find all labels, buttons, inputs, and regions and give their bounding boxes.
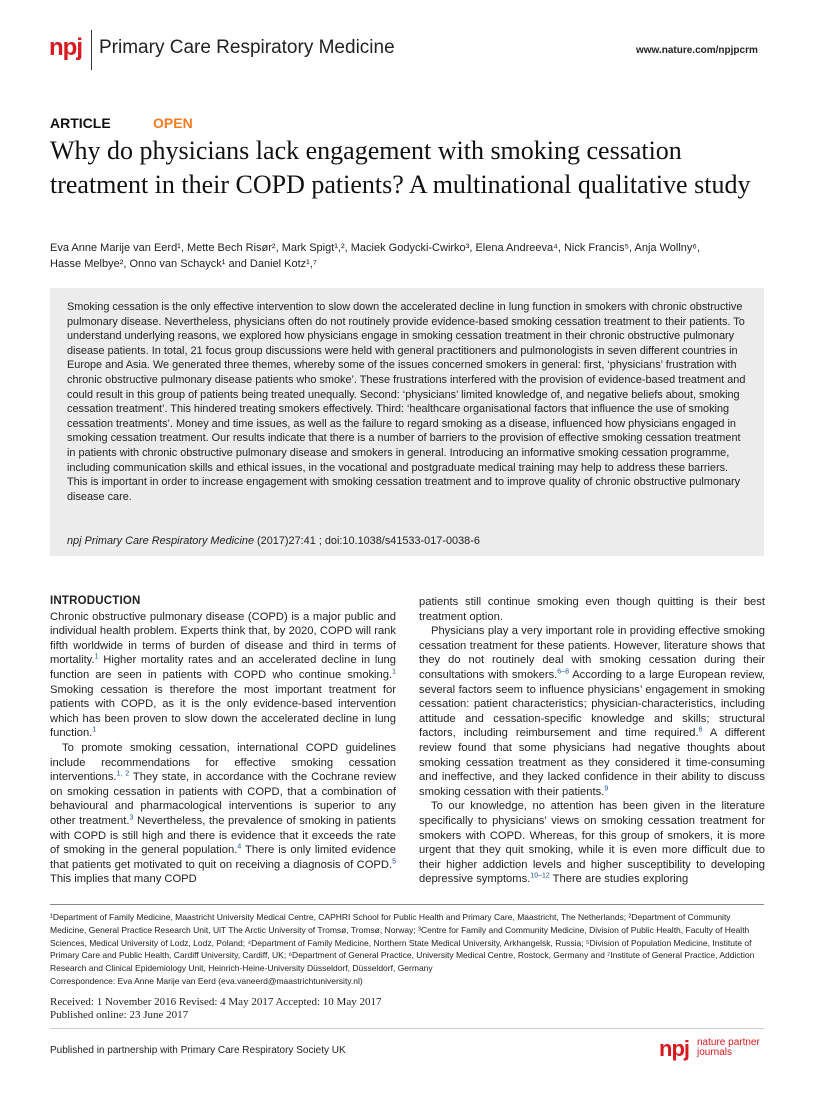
reference-link[interactable]: 6–8 — [557, 668, 569, 676]
authors-line-1: Eva Anne Marije van Eerd¹, Mette Bech Risør², Mark Spigt¹,², Maciek Godycki-Cwirko³, Elena Andreeva⁴, Nick Francis⁵, Anja Wollny⁶, — [50, 242, 700, 254]
received-dates: Received: 1 November 2016 Revised: 4 May 2017 Accepted: 10 May 2017 — [50, 996, 382, 1008]
journal-url-link[interactable]: www.nature.com/npjpcrm — [636, 45, 758, 56]
article-title: Why do physicians lack engagement with smoking cessation treatment in their COPD patients? A multinational qualitative study — [50, 136, 751, 199]
reference-link[interactable]: 5 — [392, 857, 396, 865]
open-access-badge: OPEN — [153, 115, 193, 131]
citation-line — [67, 535, 480, 547]
intro-paragraph-1: Chronic obstructive pulmonary disease (COPD) is a major public and individual health problem. Experts think that, by 2020, COPD will rank fifth worldwide in terms of burden of disease and third in terms of mortality.$^1$ Higher mortality rates and an accelerated decline in lung function are seen in patients with COPD who continue smoking.$^1$ Smoking cessation is therefore the most important treatment for patients with COPD, as it is the only evidence-based intervention which has been proven to slow down the accelerated decline in lung function.$^1$ — [50, 610, 396, 740]
nature-partner-journals-logo: nature partner journals — [697, 1037, 760, 1058]
reference-link[interactable]: 3 — [129, 814, 134, 822]
intro-paragraph-4: To our knowledge, no attention has been given in the literature specifically to physicians’ views on smoking cessation treatment for smokers with COPD. Whereas, for this group of smokers, it is more urgent that they quit smoking, while it is even more difficult due to their higher addiction levels and higher susceptibility to developing depressive symptoms.$^{10-12}$ There are studies exploring — [419, 800, 765, 886]
published-date: Published online: 23 June 2017 — [50, 1009, 189, 1021]
correspondence-line[interactable]: Correspondence: Eva Anne Marije van Eerd (eva.vaneerd@maastrichtuniversity.nl) — [50, 975, 363, 986]
body-column-right — [419, 595, 765, 887]
partnership-note: Published in partnership with Primary Care Respiratory Society UK — [50, 1045, 346, 1056]
affiliations-text: ¹Department of Family Medicine, Maastricht University Medical Centre, CAPHRI School for Public Health and Primary Care, Maastricht, The Netherlands; ²Department of Community Medicine, General Practice Research Unit, UiT The Arctic University of Tromsø, Tromsø, Norway; ³Centre for Family and Community Medicine, Division of Public Health, Faculty of Health Sciences, Medical University of Lodz, Lodz, Poland; ⁴Department of Family Medicine, Northern State Medical University, Arkhangelsk, Russia; ⁵Division of Population Medicine, Institute of Primary Care and Public Health, Cardiff University, Cardiff, UK; ⁶Department of General Practice, University Medical Centre, Rostock, Germany and ⁷Institute of General Practice, Addiction Research and Clinical Epidemiology Unit, Heinrich-Heine-University Düsseldorf, Düsseldorf, Germany — [50, 912, 755, 974]
intro-paragraph-2-continued: patients still continue smoking even though quitting is their best treatment option. — [419, 596, 765, 623]
citation-journal: npj Primary Care Respiratory Medicine — [67, 535, 255, 547]
body-column-left — [50, 594, 396, 887]
citation-doi[interactable]: (2017)27:41 ; doi:10.1038/s41533-017-0038-6 — [254, 535, 480, 547]
article-type-label: ARTICLE — [50, 115, 111, 131]
authors-line-2: Hasse Melbye², Onno van Schayck¹ and Daniel Kotz¹,⁷ — [50, 258, 317, 270]
reference-link[interactable]: 4 — [237, 843, 242, 851]
npj-footer-logo: npj — [659, 1036, 689, 1061]
npj-logo: npj — [49, 34, 82, 61]
abstract-text: Smoking cessation is the only effective intervention to slow down the accelerated decline in lung function in smokers with chronic obstructive pulmonary disease. Nevertheless, physicians often do not routinely provide evidence-based smoking cessation treatment to their patients. To understand underlying reasons, we explored how physicians engage in smoking cessation treatment in their chronic obstructive pulmonary disease patients. In total, 21 focus group discussions were held with general practitioners and pulmonologists in seven different countries in Europe and Asia. We generated three themes, whereby some of the issues concerned smokers in general: first, ‘physicians’ frustration with chronic obstructive pulmonary disease patients who smoke’. These frustrations interfered with the provision of evidence-based treatment and could result in this group of patients being treated unequally. Second: ‘physicians’ limited knowledge of, and negative beliefs about, smoking cessation treatment’. This hindered treating smokers effectively. Third: ‘healthcare organisational factors that influence the use of smoking cessation treatments’. Money and time issues, as well as the failure to regard smoking as a disease, influenced how physicians engaged in smoking cessation treatment. Our results indicate that there is a number of barriers to the provision of effective smoking cessation treatment in patients with chronic obstructive pulmonary disease and smokers in general. Introducing an informative smoking cessation programme, including communication skills and ethical issues, in the vocational and postgraduate medical training may help to address these barriers. This is important in order to increase engagement with smoking cessation treatment and to improve quality of chronic obstructive pulmonary disease care. — [67, 301, 746, 503]
reference-link[interactable]: 1 — [92, 726, 97, 734]
reference-link[interactable]: 1, 2 — [116, 770, 130, 778]
section-heading-introduction: INTRODUCTION — [50, 595, 141, 607]
journal-name: Primary Care Respiratory Medicine — [99, 37, 395, 58]
reference-link[interactable]: 9 — [604, 784, 609, 792]
affiliations-footnote — [50, 911, 765, 988]
author-list — [50, 240, 770, 272]
reference-link[interactable]: 6 — [698, 726, 703, 734]
reference-link[interactable]: 1 — [94, 653, 99, 661]
footnote-divider — [50, 904, 764, 905]
intro-paragraph-3: Physicians play a very important role in providing effective smoking cessation treatment for these patients. However, literature shows that they do not routinely deal with smoking cessation during their consultations with smokers.$^{6-8}$ According to a large European review, several factors seem to influence physicians’ engagement in smoking cessation: patient characteristics; physician-characteristics, including attitude and cessation-specific knowledge and skills; structural factors, including reimbursement and time required.$^6$ A different review found that some physicians had negative thoughts about smoking cessation treatment as they considered it time-consuming and ineffective, and they lacked confidence in their ability to discuss smoking cessation with their patients.$^9$ — [419, 625, 766, 798]
header-divider — [91, 30, 92, 70]
footer-divider — [50, 1028, 764, 1029]
intro-paragraph-2: To promote smoking cessation, international COPD guidelines include recommendations for effective smoking cessation interventions.$^{1, 2}$ They state, in accordance with the Cochrane review on smoking cessation in patients with COPD, that a combination of behavioural and pharmacological interventions is superior to any other treatment.$^3$ Nevertheless, the prevalence of smoking in patients with COPD is still high and there is evidence that it exceeds the rate of smoking in the general population.$^4$ There is only limited evidence that patients get motivated to quit on receiving a diagnosis of COPD.$^5$ This implies that many COPD — [50, 741, 396, 886]
reference-link[interactable]: 1 — [392, 668, 396, 676]
reference-link[interactable]: 10–12 — [530, 872, 550, 880]
